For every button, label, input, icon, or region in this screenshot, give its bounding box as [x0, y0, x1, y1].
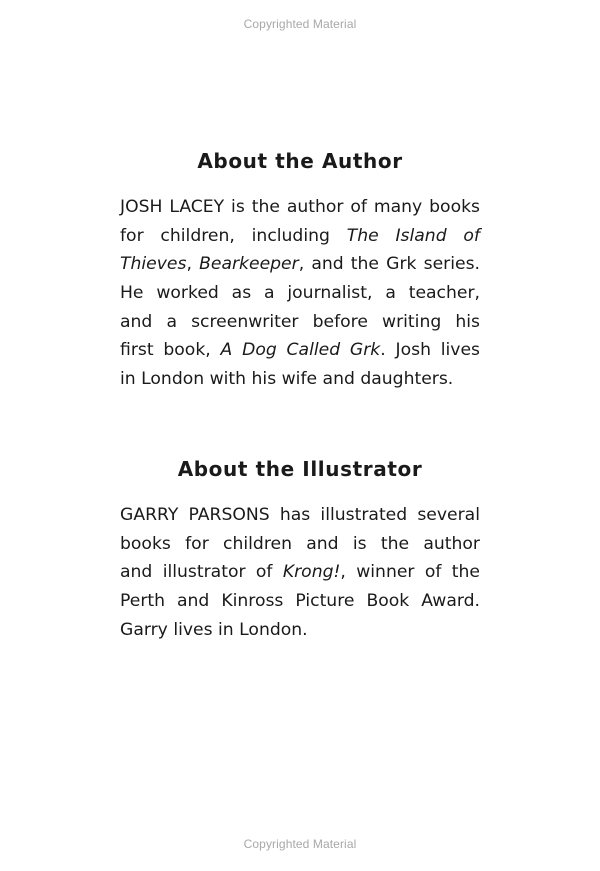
book-title: Bearkeeper: [199, 254, 299, 275]
author-bio-line: for children, including The Island of: [120, 225, 480, 246]
book-title: Thieves: [120, 254, 187, 275]
author-bio-line: and a screenwriter before writing his: [120, 311, 480, 332]
author-bio-line: JOSH LACEY is the author of many books: [120, 197, 480, 217]
illustrator-bio-line: and illustrator of Krong!, winner of the: [120, 562, 480, 583]
copyright-watermark-bottom: Copyrighted Material: [243, 837, 357, 851]
illustrator-bio-line: Perth and Kinross Picture Book Award.: [120, 591, 480, 612]
author-bio-line: in London with his wife and daughters.: [120, 369, 454, 390]
author-heading: About the Author: [197, 149, 403, 173]
illustrator-bio-line: Garry lives in London.: [120, 619, 308, 640]
author-bio-line: first book, A Dog Called Grk. Josh lives: [120, 340, 481, 361]
illustrator-bio: [120, 501, 480, 644]
illustrator-bio-line: books for children and is the author: [120, 533, 480, 554]
book-title: The Island of: [346, 225, 480, 246]
author-bio-line: Thieves, Bearkeeper, and the Grk series.: [120, 254, 481, 275]
book-title: Krong!: [282, 562, 341, 583]
author-bio-line: He worked as a journalist, a teacher,: [120, 283, 480, 304]
book-title: A Dog Called Grk: [220, 340, 381, 361]
copyright-watermark-top: Copyrighted Material: [243, 17, 357, 31]
illustrator-heading: About the Illustrator: [177, 457, 423, 481]
author-bio: [120, 193, 480, 394]
illustrator-bio-line: GARRY PARSONS has illustrated several: [120, 505, 480, 525]
